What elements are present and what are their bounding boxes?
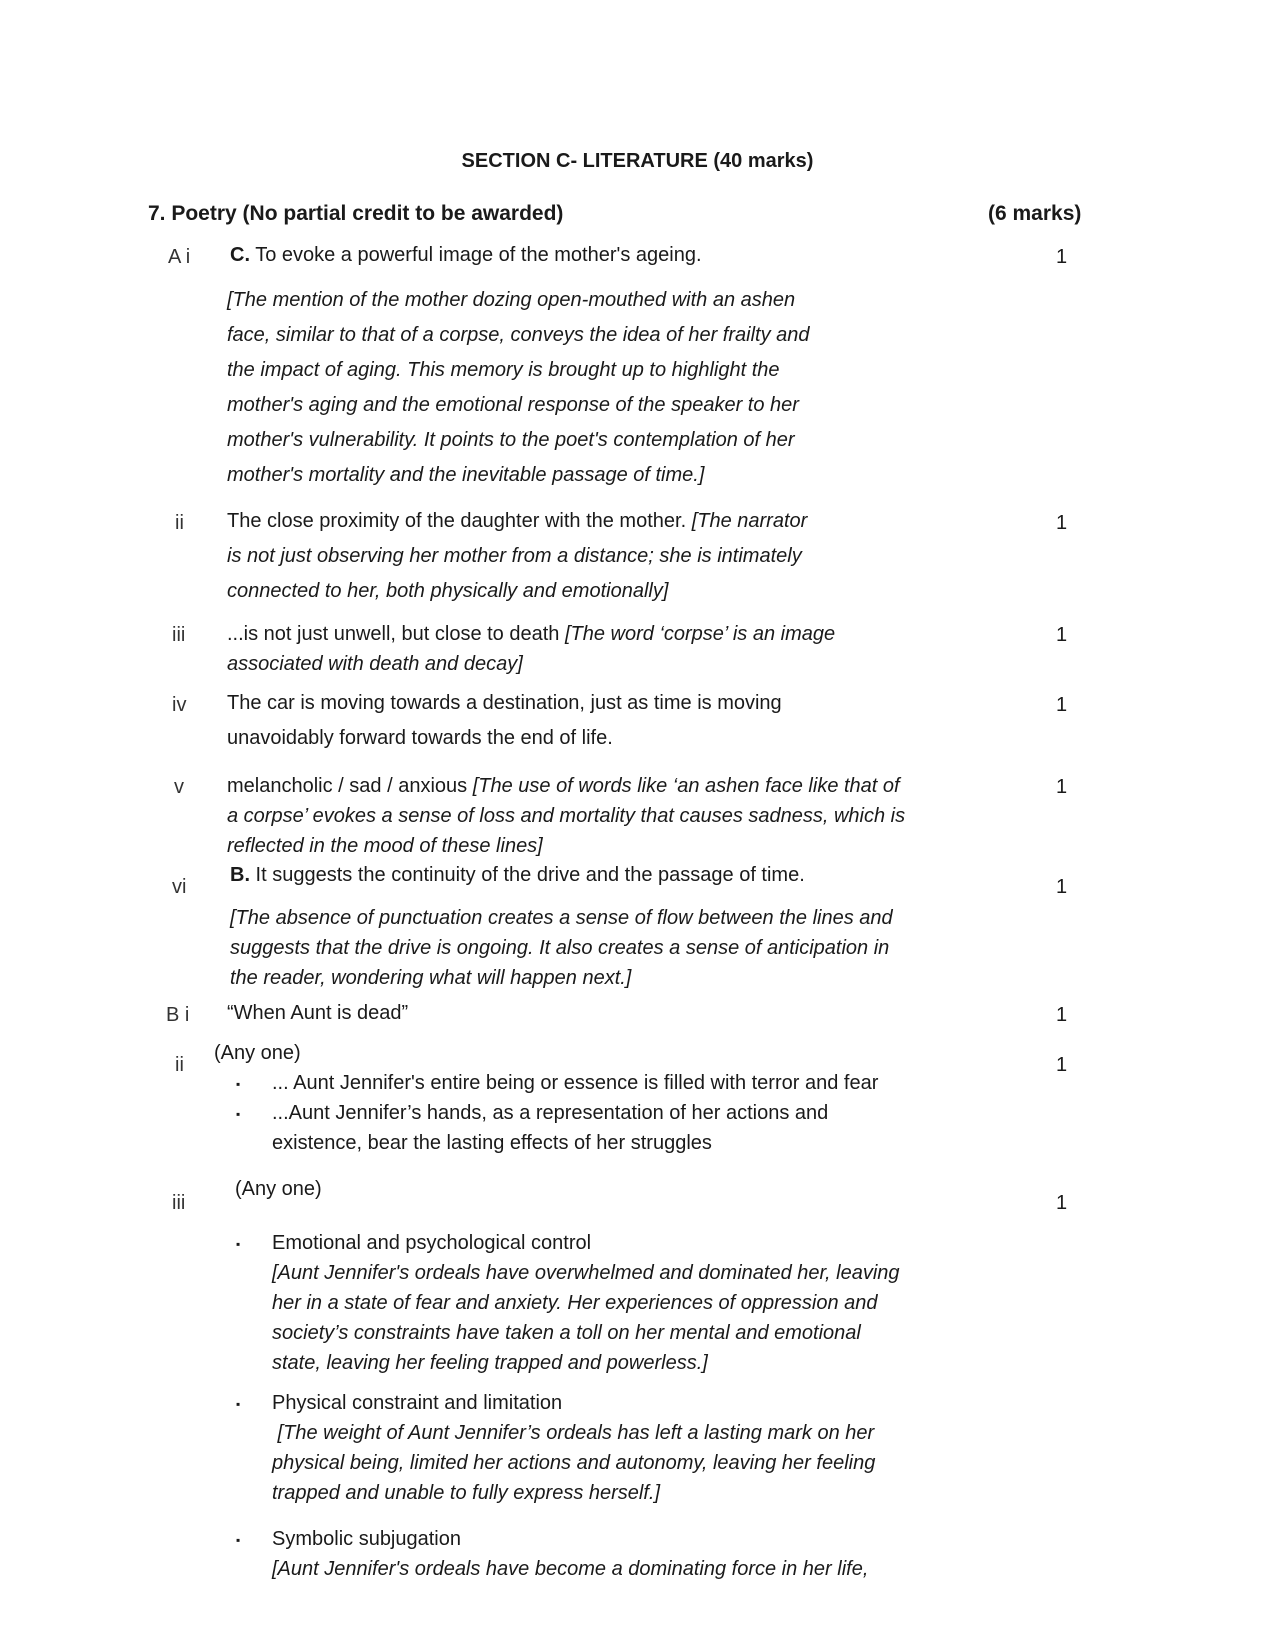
- answer-label-a-ii: ii: [175, 512, 184, 534]
- explanation-line: mother's mortality and the inevitable passage of time.]: [227, 464, 705, 486]
- bullet-icon: ▪: [236, 1533, 241, 1547]
- explanation-line: a corpse’ evokes a sense of loss and mortality that causes sadness, which is: [227, 805, 906, 827]
- answer-text: melancholic / sad / anxious: [227, 775, 473, 797]
- answer-text: The close proximity of the daughter with the mother.: [227, 510, 692, 532]
- bullet-item: ... Aunt Jennifer's entire being or essence is filled with terror and fear: [272, 1072, 879, 1094]
- answer-a-iv: [227, 686, 782, 756]
- explanation-a-vi: [230, 903, 893, 993]
- mark-b-ii: 1: [1056, 1054, 1068, 1076]
- point-emotional-control: [272, 1228, 900, 1378]
- bullet-item: [272, 1098, 828, 1158]
- explanation-line: associated with death and decay]: [227, 653, 523, 675]
- explanation-line: [Aunt Jennifer's ordeals have overwhelmed and dominated her, leaving: [272, 1262, 900, 1284]
- explanation-line: [The absence of punctuation creates a sense of flow between the lines and: [230, 907, 893, 929]
- answer-label-b-ii: ii: [175, 1054, 184, 1076]
- answer-text: ...is not just unwell, but close to death: [227, 623, 565, 645]
- option-letter: B.: [230, 864, 250, 886]
- point-title: Physical constraint and limitation: [272, 1392, 563, 1414]
- answer-label-b-i: B i: [166, 1004, 190, 1026]
- answer-label-b-iii: iii: [172, 1192, 186, 1214]
- mark-a-v: 1: [1056, 776, 1068, 798]
- mark-a-iv: 1: [1056, 694, 1068, 716]
- section-title: SECTION C- LITERATURE (40 marks): [461, 150, 814, 172]
- answer-a-v: [227, 771, 905, 861]
- answer-a-ii: [227, 504, 807, 609]
- question-marks: (6 marks): [988, 202, 1082, 225]
- mark-a-ii: 1: [1056, 512, 1068, 534]
- bullet-icon: ▪: [236, 1107, 241, 1121]
- mark-a-vi: 1: [1056, 876, 1068, 898]
- answer-text: To evoke a powerful image of the mother's ageing.: [255, 244, 702, 266]
- point-title: Symbolic subjugation: [272, 1528, 461, 1550]
- question-heading: 7. Poetry (No partial credit to be awarded): [148, 202, 564, 225]
- bullet-line: ...Aunt Jennifer’s hands, as a representation of her actions and: [272, 1102, 829, 1124]
- option-letter: C.: [230, 244, 250, 266]
- mark-b-i: 1: [1056, 1004, 1068, 1026]
- answer-label-a-v: v: [174, 776, 184, 798]
- explanation-a-i: [227, 283, 810, 493]
- explanation-line: society’s constraints have taken a toll on her mental and emotional: [272, 1322, 861, 1344]
- answer-a-vi: [230, 858, 805, 893]
- answer-label-a-iv: iv: [172, 694, 187, 716]
- explanation-line: [The mention of the mother dozing open-mouthed with an ashen: [227, 289, 796, 311]
- bullet-icon: ▪: [236, 1077, 241, 1091]
- explanation-line: state, leaving her feeling trapped and powerless.]: [272, 1352, 708, 1374]
- explanation-line: [The weight of Aunt Jennifer’s ordeals has left a lasting mark on her: [272, 1422, 875, 1444]
- point-title: Emotional and psychological control: [272, 1232, 592, 1254]
- answer-label-a-iii: iii: [172, 624, 186, 646]
- answer-line: unavoidably forward towards the end of life.: [227, 727, 613, 749]
- explanation-line: reflected in the mood of these lines]: [227, 835, 543, 857]
- explanation-line: mother's aging and the emotional response of the speaker to her: [227, 394, 799, 416]
- answer-label-a-i: A i: [168, 246, 191, 268]
- bullet-icon: ▪: [236, 1237, 241, 1251]
- explanation-line: the impact of aging. This memory is brought up to highlight the: [227, 359, 780, 381]
- explanation-line: connected to her, both physically and emotionally]: [227, 580, 669, 602]
- explanation-line: physical being, limited her actions and autonomy, leaving her feeling: [272, 1452, 876, 1474]
- explanation-line: trapped and unable to fully express herself.]: [272, 1482, 661, 1504]
- answer-text: It suggests the continuity of the drive and the passage of time.: [250, 864, 805, 886]
- explanation-line: [Aunt Jennifer's ordeals have become a dominating force in her life,: [272, 1558, 869, 1580]
- point-physical-constraint: [272, 1388, 875, 1508]
- answer-line: The car is moving towards a destination, just as time is moving: [227, 692, 782, 714]
- mark-b-iii: 1: [1056, 1192, 1068, 1214]
- explanation-line: suggests that the drive is ongoing. It also creates a sense of anticipation in: [230, 937, 890, 959]
- answer-b-i: “When Aunt is dead”: [227, 1002, 409, 1024]
- explanation-line: mother's vulnerability. It points to the poet's contemplation of her: [227, 429, 795, 451]
- answer-a-iii: [227, 619, 835, 679]
- answer-label-a-vi: vi: [172, 876, 187, 898]
- explanation-line: the reader, wondering what will happen next.]: [230, 967, 632, 989]
- answer-a-i: [230, 238, 702, 273]
- explanation-line: [The narrator: [691, 510, 808, 532]
- explanation-line: face, similar to that of a corpse, conveys the idea of her frailty and: [227, 324, 810, 346]
- mark-a-iii: 1: [1056, 624, 1068, 646]
- explanation-line: [The word ‘corpse’ is an image: [564, 623, 836, 645]
- explanation-line: [The use of words like ‘an ashen face like that of: [472, 775, 900, 797]
- explanation-line: is not just observing her mother from a distance; she is intimately: [227, 545, 802, 567]
- mark-a-i: 1: [1056, 246, 1068, 268]
- point-symbolic-subjugation: [272, 1524, 868, 1584]
- explanation-line: her in a state of fear and anxiety. Her experiences of oppression and: [272, 1292, 878, 1314]
- bullet-line: existence, bear the lasting effects of her struggles: [272, 1132, 712, 1154]
- any-one-note: (Any one): [235, 1178, 322, 1200]
- bullet-icon: ▪: [236, 1397, 241, 1411]
- any-one-note: (Any one): [214, 1042, 301, 1064]
